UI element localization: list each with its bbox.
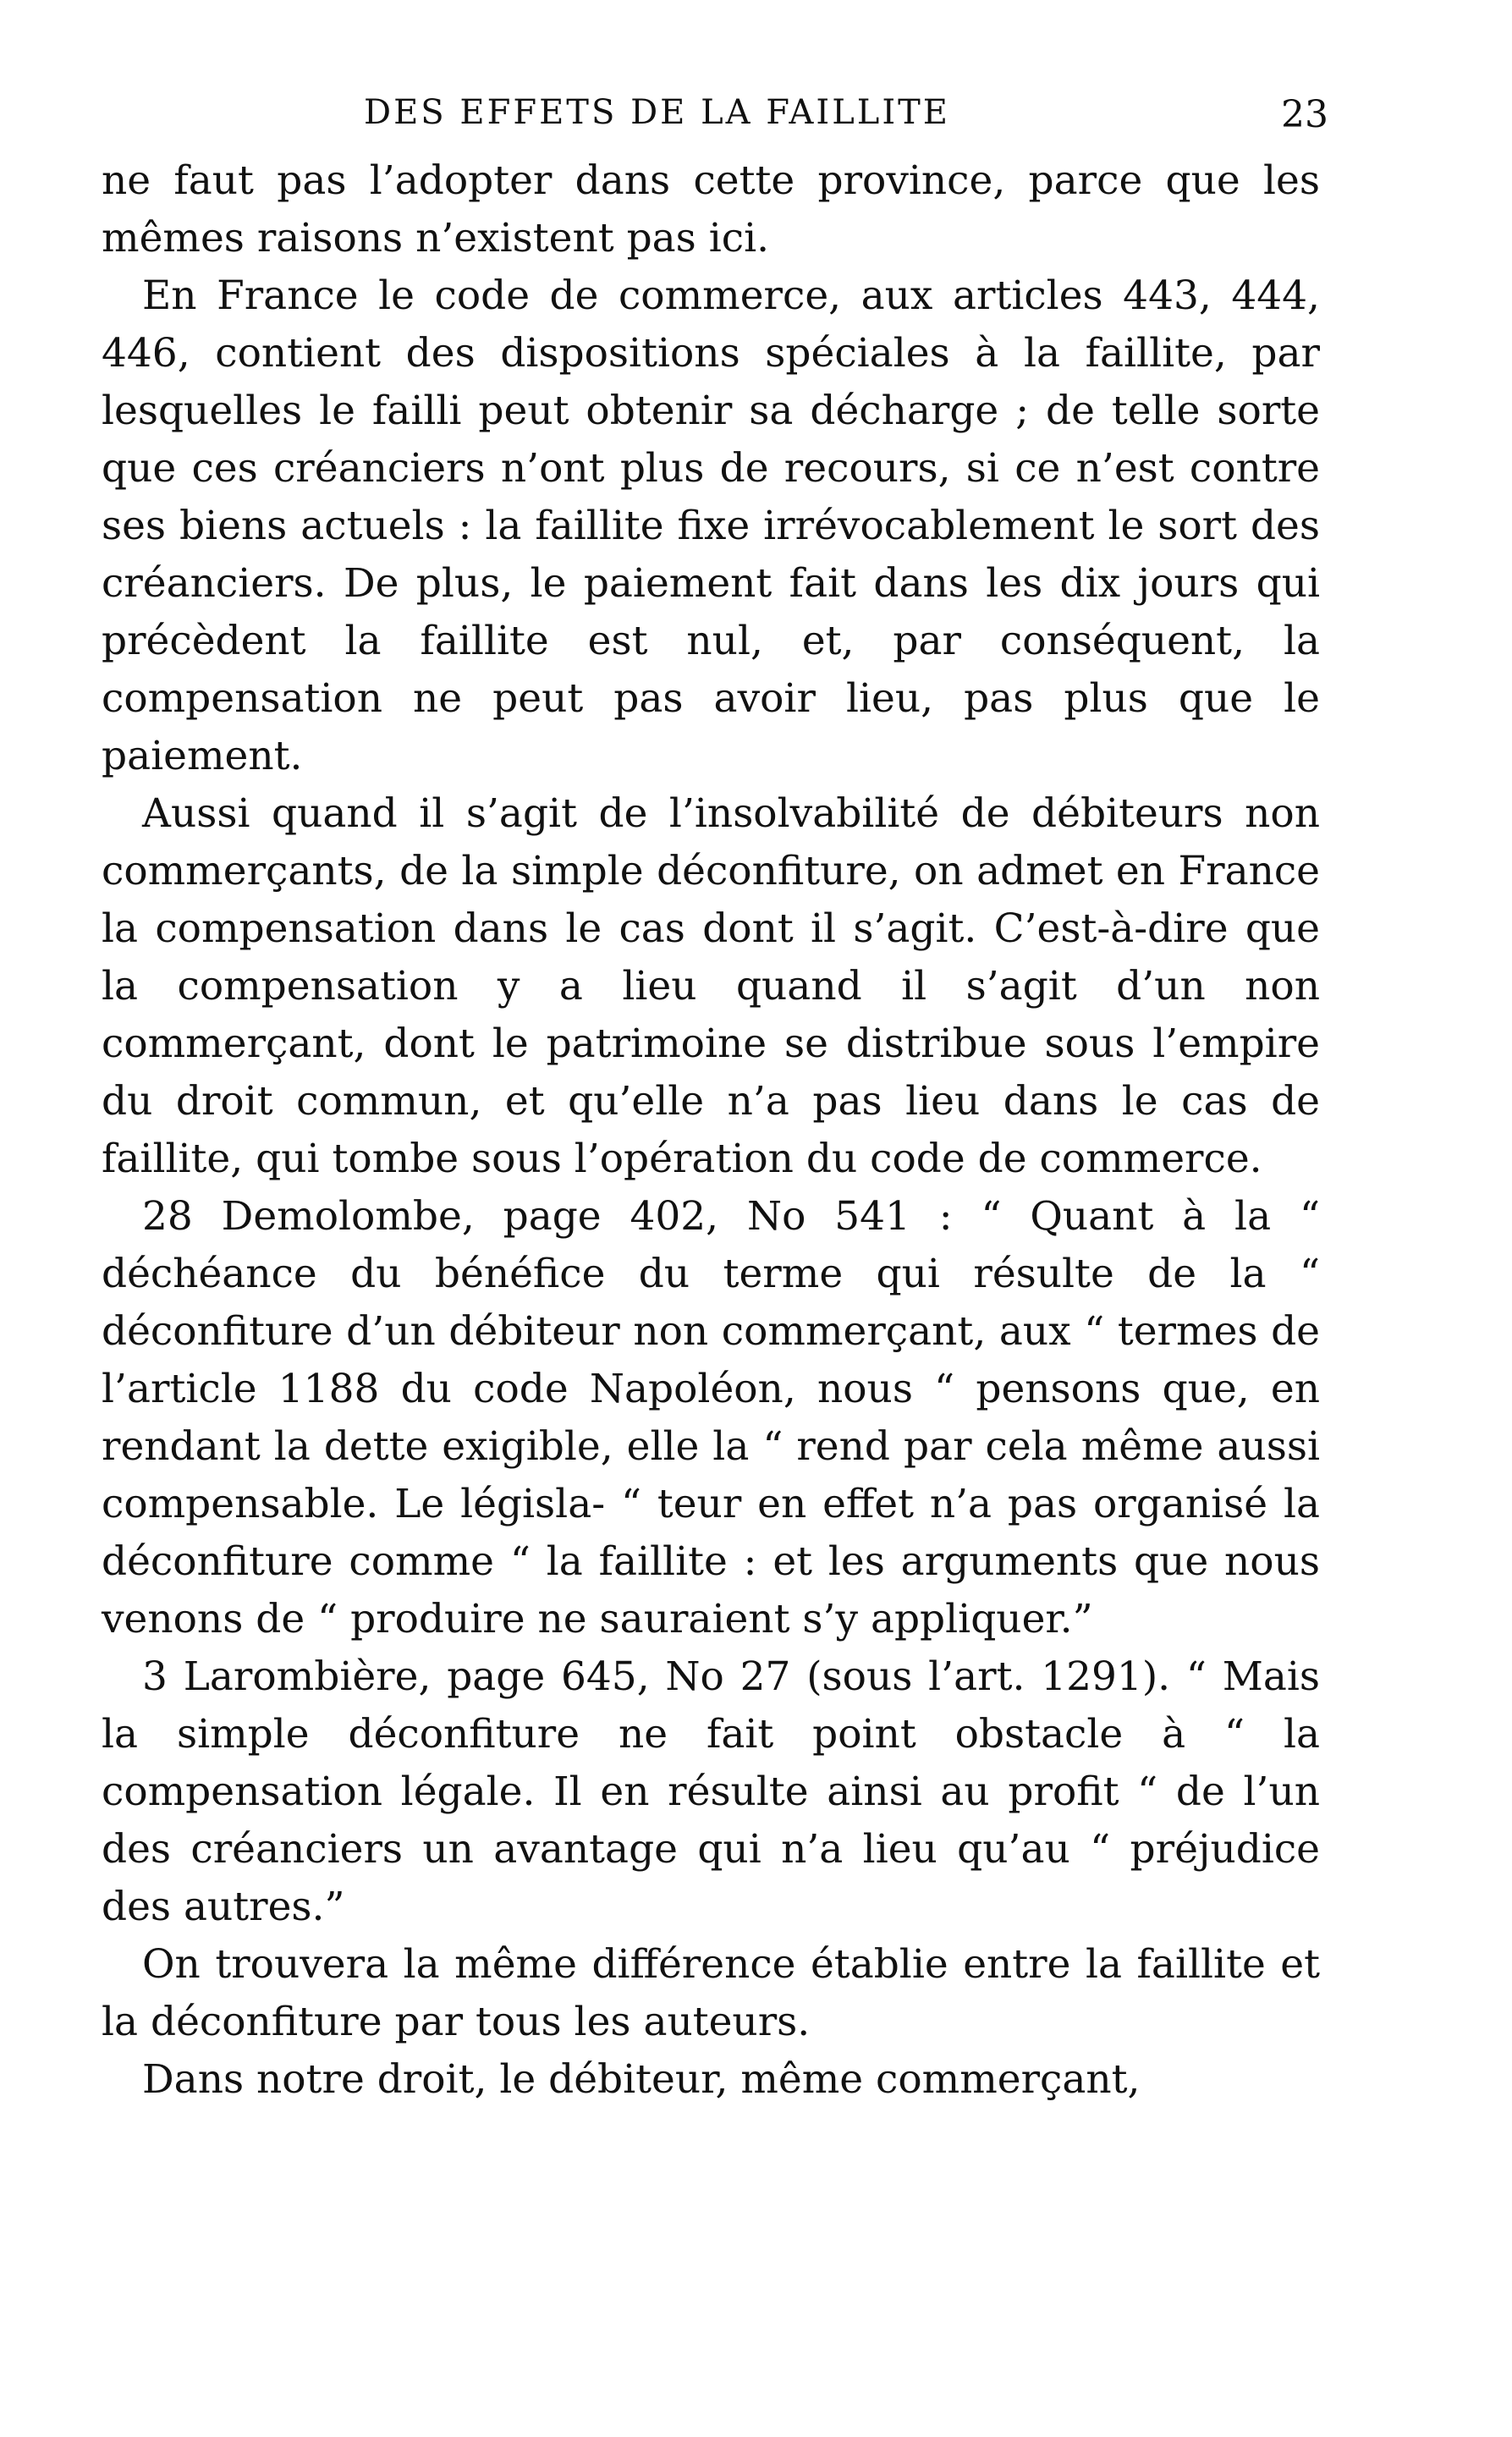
- paragraph-authors: On trouvera la même différence établie entre la faillite et la déconfiture par tous les auteurs.: [102, 1941, 1320, 2045]
- paragraph-our-law: Dans notre droit, le débiteur, même commerçant,: [142, 2056, 1141, 2103]
- page-number: 23: [1281, 93, 1328, 136]
- paragraph-continuation: ne faut pas l’adopter dans cette province, parce que les mêmes raisons n’existent pas ici.: [102, 157, 1320, 261]
- quote-larombiere: 3 Larombière, page 645, No 27 (sous l’art. 1291). “ Mais la simple déconfiture ne fait point obstacle à “ la compensation légale. Il en résulte ainsi au profit “ de l’un des créanciers un avantage qui n’a lieu qu’au “ préjudice des autres.”: [102, 1653, 1320, 1930]
- body-text: [102, 152, 1320, 2109]
- running-title: DES EFFETS DE LA FAILLITE: [364, 93, 951, 132]
- quote-demolombe: 28 Demolombe, page 402, No 541 : “ Quant à la “ déchéance du bénéfice du terme qui résulte de la “ déconfiture d’un débiteur non commerçant, aux “ termes de l’article 1188 du code Napoléon, nous “ pensons que, en rendant la dette exigible, elle la “ rend par cela même aussi compensable. Le législa- “ teur en effet n’a pas organisé la déconfiture comme “ la faillite : et les arguments que nous venons de “ produire ne sauraient s’y appliquer.”: [102, 1193, 1320, 1642]
- book-page: [102, 93, 1328, 2109]
- paragraph-insolvency: Aussi quand il s’agit de l’insolvabilité de débiteurs non commerçants, de la simple déconfiture, on admet en France la compensation dans le cas dont il s’agit. C’est-à-dire que la compensation y a lieu quand il s’agit d’un non commerçant, dont le patrimoine se distribue sous l’empire du droit commun, et qu’elle n’a pas lieu dans le cas de faillite, qui tombe sous l’opération du code de commerce.: [102, 790, 1320, 1182]
- paragraph-france-code: En France le code de commerce, aux articles 443, 444, 446, contient des dispositions spéciales à la faillite, par lesquelles le failli peut obtenir sa décharge ; de telle sorte que ces créanciers n’ont plus de recours, si ce n’est contre ses biens actuels : la faillite fixe irrévocablement le sort des créanciers. De plus, le paiement fait dans les dix jours qui précèdent la faillite est nul, et, par conséquent, la compensation ne peut pas avoir lieu, pas plus que le paiement.: [102, 272, 1320, 779]
- running-header: [102, 93, 1328, 152]
